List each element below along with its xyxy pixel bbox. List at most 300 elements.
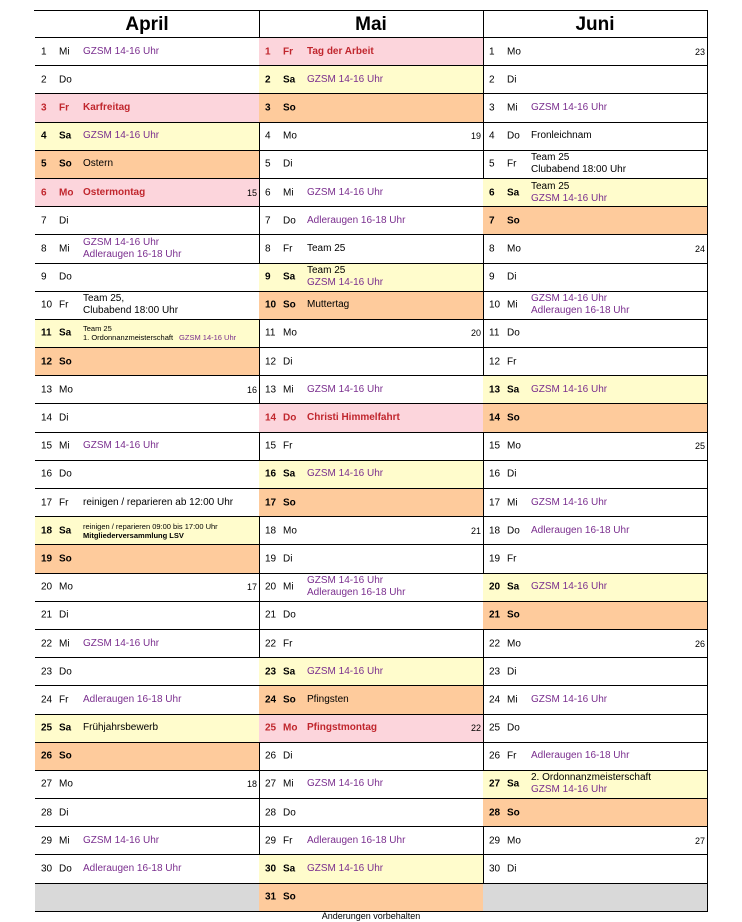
calendar-grid <box>34 10 708 903</box>
weekday: Fr <box>283 46 293 58</box>
day-number: 4 <box>489 130 495 142</box>
day-row <box>259 235 483 263</box>
event-text <box>531 130 592 142</box>
event-line: Frühjahrsbewerb <box>83 722 159 734</box>
day-number: 21 <box>265 609 277 621</box>
weekday: Fr <box>507 750 517 762</box>
event-line: Christi Himmelfahrt <box>307 412 400 424</box>
day-row <box>259 574 483 602</box>
weekday: Do <box>59 666 72 678</box>
event-text <box>307 299 349 311</box>
day-number: 16 <box>41 468 53 480</box>
event-line: Team 25 <box>83 324 112 334</box>
day-row <box>483 489 707 517</box>
day-row <box>35 489 259 517</box>
day-row <box>35 630 259 658</box>
day-row <box>35 38 259 66</box>
day-row <box>483 94 707 122</box>
weekday: Mi <box>59 638 70 650</box>
event-text <box>83 324 236 342</box>
day-number: 1 <box>265 46 271 58</box>
day-row <box>483 404 707 432</box>
event-line-group <box>83 333 236 342</box>
day-row <box>259 602 483 630</box>
weekday: Mo <box>507 638 521 650</box>
weekday: Mi <box>59 243 70 255</box>
weekday: So <box>59 750 72 762</box>
day-row <box>35 151 259 179</box>
weekday: Do <box>283 412 297 424</box>
weekday: So <box>283 497 296 509</box>
day-row <box>483 884 707 912</box>
day-number: 29 <box>265 835 277 847</box>
weekday: Sa <box>59 525 72 537</box>
weekday: Mo <box>283 130 297 142</box>
event-line: reinigen / reparieren ab 12:00 Uhr <box>83 496 234 508</box>
day-number: 15 <box>41 440 53 452</box>
weekday: Fr <box>59 497 69 509</box>
event-line: Ostermontag <box>83 186 146 198</box>
event-text <box>83 863 181 875</box>
week-number: 20 <box>470 328 481 339</box>
day-number: 5 <box>265 158 271 170</box>
event-text <box>83 638 159 650</box>
event-line: GZSM 14-16 Uhr <box>307 73 384 85</box>
event-text <box>531 750 629 762</box>
day-row <box>35 264 259 292</box>
day-row <box>483 771 707 799</box>
day-row <box>483 574 707 602</box>
day-row <box>259 461 483 489</box>
day-number: 8 <box>265 243 271 255</box>
weekday: Di <box>283 356 293 368</box>
day-number: 26 <box>489 750 501 762</box>
day-row <box>483 630 707 658</box>
event-line: GZSM 14-16 Uhr <box>307 778 384 790</box>
weekday: Do <box>507 525 520 537</box>
week-number: 24 <box>694 243 705 254</box>
day-number: 1 <box>489 46 495 58</box>
weekday: So <box>507 215 520 227</box>
event-text <box>83 46 159 58</box>
day-row <box>35 179 259 207</box>
weekday: Di <box>283 750 293 762</box>
event-text <box>307 243 345 255</box>
weekday: Mi <box>283 581 294 593</box>
week-number: 16 <box>246 384 257 395</box>
weekday: Sa <box>59 722 72 734</box>
event-text <box>83 722 158 734</box>
weekday: Fr <box>507 158 517 170</box>
day-number: 5 <box>41 158 47 170</box>
day-row <box>483 320 707 348</box>
day-number: 24 <box>265 694 277 706</box>
event-line: GZSM 14-16 Uhr <box>531 383 608 395</box>
event-text <box>531 581 607 593</box>
week-number: 27 <box>694 835 705 846</box>
day-number: 11 <box>265 327 276 339</box>
weekday: Di <box>59 215 69 227</box>
day-row <box>259 264 483 292</box>
weekday: Mo <box>59 187 74 199</box>
day-row <box>259 123 483 151</box>
day-row <box>35 545 259 573</box>
day-number: 1 <box>41 46 47 58</box>
event-line: Adleraugen 16-18 Uhr <box>531 750 630 762</box>
day-number: 30 <box>41 863 53 875</box>
day-number: 16 <box>489 468 501 480</box>
day-row <box>483 348 707 376</box>
weekday: Fr <box>507 553 517 565</box>
event-line: Pfingstmontag <box>307 722 377 734</box>
weekday: Mo <box>507 46 521 58</box>
day-number: 24 <box>41 694 53 706</box>
day-number: 8 <box>489 243 495 255</box>
weekday: Mi <box>59 46 70 58</box>
day-row <box>259 658 483 686</box>
day-row <box>35 574 259 602</box>
day-row <box>35 348 259 376</box>
day-row <box>483 179 707 207</box>
day-row <box>35 743 259 771</box>
event-text <box>83 497 233 509</box>
weekday: Mi <box>507 497 518 509</box>
weekday: Mi <box>507 102 518 114</box>
month-column-mai <box>259 11 484 912</box>
event-line: Adleraugen 16-18 Uhr <box>83 248 182 260</box>
event-text <box>531 152 626 176</box>
day-number: 10 <box>41 299 53 311</box>
weekday: Mi <box>283 384 294 396</box>
weekday: Sa <box>59 327 72 339</box>
day-row <box>259 715 483 743</box>
day-number: 18 <box>489 525 501 537</box>
event-line: GZSM 14-16 Uhr <box>83 440 160 452</box>
event-line: GZSM 14-16 Uhr <box>307 468 384 480</box>
day-row <box>259 686 483 714</box>
weekday: Sa <box>283 863 296 875</box>
week-number: 26 <box>694 638 705 649</box>
day-number: 28 <box>265 807 277 819</box>
weekday: Mi <box>283 187 294 199</box>
day-number: 26 <box>41 750 53 762</box>
day-row <box>35 715 259 743</box>
weekday: Mo <box>59 581 73 593</box>
weekday: Fr <box>283 835 293 847</box>
weekday: Do <box>59 468 72 480</box>
day-number: 27 <box>265 778 277 790</box>
event-line: Pfingsten <box>307 693 349 705</box>
weekday: Do <box>59 74 72 86</box>
day-number: 2 <box>489 74 495 86</box>
weekday: Fr <box>59 694 69 706</box>
day-row <box>259 827 483 855</box>
event-text <box>307 46 374 58</box>
event-line: GZSM 14-16 Uhr <box>531 693 608 705</box>
event-text <box>83 158 113 170</box>
footer-note: Änderungen vorbehalten <box>321 911 421 921</box>
day-number: 13 <box>41 384 53 396</box>
weekday: So <box>507 609 520 621</box>
day-number: 2 <box>265 74 271 86</box>
day-number: 29 <box>489 835 501 847</box>
month-header: Mai <box>259 11 483 38</box>
event-text <box>83 522 218 540</box>
day-row <box>483 545 707 573</box>
day-row <box>483 292 707 320</box>
weekday: Mi <box>59 835 70 847</box>
day-number: 7 <box>41 215 47 227</box>
weekday: So <box>59 356 72 368</box>
event-text <box>307 778 383 790</box>
day-number: 21 <box>41 609 53 621</box>
day-number: 13 <box>265 384 277 396</box>
day-number: 28 <box>41 807 53 819</box>
event-line: GZSM 14-16 Uhr <box>307 665 384 677</box>
day-number: 7 <box>265 215 271 227</box>
event-line: Adleraugen 16-18 Uhr <box>531 305 630 317</box>
event-text <box>307 863 383 875</box>
day-number: 19 <box>265 553 277 565</box>
weekday: Fr <box>507 356 517 368</box>
event-line: Karfreitag <box>83 101 131 113</box>
week-number: 15 <box>246 187 257 198</box>
day-number: 9 <box>489 271 495 283</box>
event-text <box>83 187 145 199</box>
day-number: 14 <box>265 412 277 424</box>
day-number: 23 <box>265 666 277 678</box>
event-text <box>307 265 383 289</box>
event-text <box>307 694 349 706</box>
day-row <box>259 743 483 771</box>
week-number: 18 <box>246 779 257 790</box>
day-row <box>259 94 483 122</box>
day-number: 25 <box>265 722 277 734</box>
event-text <box>531 772 651 796</box>
event-line: GZSM 14-16 Uhr <box>83 236 160 248</box>
event-line: GZSM 14-16 Uhr <box>307 383 384 395</box>
month-header: April <box>35 11 259 38</box>
weekday: Di <box>283 553 293 565</box>
event-line: reinigen / reparieren 09:00 bis 17:00 Uhr <box>83 521 218 531</box>
weekday: Mi <box>507 299 518 311</box>
weekday: Mo <box>507 243 521 255</box>
weekday: Sa <box>283 666 296 678</box>
weekday: Mi <box>59 440 70 452</box>
day-row <box>483 66 707 94</box>
day-row <box>35 771 259 799</box>
day-number: 12 <box>265 356 277 368</box>
day-number: 26 <box>265 750 277 762</box>
day-number: 3 <box>265 102 271 114</box>
day-number: 9 <box>265 271 271 283</box>
month-column-juni <box>483 11 708 912</box>
weekday: Mo <box>59 778 73 790</box>
event-line: GZSM 14-16 Uhr <box>531 496 608 508</box>
day-number: 30 <box>489 863 501 875</box>
event-text <box>83 440 159 452</box>
day-row <box>35 66 259 94</box>
event-line: GZSM 14-16 Uhr <box>83 130 160 142</box>
event-line: GZSM 14-16 Uhr <box>531 101 608 113</box>
day-number: 11 <box>41 327 52 339</box>
event-text <box>83 102 130 114</box>
weekday: Mo <box>283 327 297 339</box>
event-line: Clubabend 18:00 Uhr <box>83 305 179 317</box>
event-line: 2. Ordonnanzmeisterschaft <box>531 772 652 784</box>
weekday: Di <box>507 666 517 678</box>
day-row <box>259 771 483 799</box>
weekday: Di <box>507 74 517 86</box>
weekday: Sa <box>507 778 520 790</box>
event-line: Team 25 <box>307 265 346 277</box>
day-number: 23 <box>41 666 53 678</box>
week-number: 19 <box>470 131 481 142</box>
weekday: Do <box>283 807 296 819</box>
event-line: GZSM 14-16 Uhr <box>307 863 384 875</box>
event-line: Adleraugen 16-18 Uhr <box>83 863 182 875</box>
day-number: 22 <box>41 638 53 650</box>
weekday: So <box>283 102 296 114</box>
event-text <box>531 384 607 396</box>
day-number: 7 <box>489 215 495 227</box>
weekday: Sa <box>59 130 72 142</box>
event-text <box>307 468 383 480</box>
event-line: GZSM 14-16 Uhr <box>531 293 608 305</box>
day-number: 14 <box>41 412 53 424</box>
day-number: 5 <box>489 158 495 170</box>
event-line: Clubabend 18:00 Uhr <box>531 164 627 176</box>
day-row <box>259 799 483 827</box>
day-number: 17 <box>41 497 53 509</box>
event-line: GZSM 14-16 Uhr <box>307 277 384 289</box>
event-line: GZSM 14-16 Uhr <box>307 575 384 587</box>
day-row <box>483 715 707 743</box>
event-line: Team 25 <box>531 152 570 164</box>
day-number: 25 <box>489 722 501 734</box>
event-line: GZSM 14-16 Uhr <box>307 186 384 198</box>
day-row <box>35 602 259 630</box>
day-number: 10 <box>489 299 501 311</box>
event-line: GZSM 14-16 Uhr <box>83 45 160 57</box>
event-text <box>83 835 159 847</box>
event-text <box>307 74 383 86</box>
weekday: Do <box>283 215 296 227</box>
weekday: So <box>59 553 72 565</box>
day-row <box>35 884 259 912</box>
event-text <box>307 412 400 424</box>
day-number: 18 <box>41 525 53 537</box>
day-number: 30 <box>265 863 277 875</box>
day-number: 8 <box>41 243 47 255</box>
weekday: Di <box>283 158 293 170</box>
day-number: 29 <box>41 835 53 847</box>
event-line: Adleraugen 16-18 Uhr <box>531 524 630 536</box>
weekday: Sa <box>507 384 520 396</box>
event-text <box>531 694 607 706</box>
day-number: 13 <box>489 384 501 396</box>
day-number: 18 <box>265 525 277 537</box>
weekday: Mo <box>283 525 297 537</box>
weekday: Mi <box>507 694 518 706</box>
event-text <box>83 237 181 261</box>
day-row <box>35 658 259 686</box>
day-number: 15 <box>489 440 501 452</box>
day-row <box>259 348 483 376</box>
event-line: GZSM 14-16 Uhr <box>531 784 608 796</box>
event-text <box>307 215 405 227</box>
day-row <box>259 404 483 432</box>
weekday: Sa <box>283 74 296 86</box>
day-number: 20 <box>41 581 53 593</box>
day-row <box>483 433 707 461</box>
day-row <box>483 827 707 855</box>
weekday: Mo <box>59 384 73 396</box>
weekday: Di <box>59 609 69 621</box>
weekday: Mo <box>507 440 521 452</box>
day-row <box>259 855 483 883</box>
day-row <box>483 151 707 179</box>
day-number: 24 <box>489 694 501 706</box>
day-row <box>35 433 259 461</box>
day-row <box>35 404 259 432</box>
event-line: Adleraugen 16-18 Uhr <box>83 693 182 705</box>
day-number: 19 <box>489 553 501 565</box>
day-number: 20 <box>265 581 277 593</box>
month-header: Juni <box>483 11 707 38</box>
weekday: Mi <box>283 778 294 790</box>
day-number: 9 <box>41 271 47 283</box>
event-text <box>531 181 607 205</box>
event-text <box>83 293 178 317</box>
day-row <box>483 686 707 714</box>
day-number: 3 <box>41 102 47 114</box>
weekday: Do <box>507 327 520 339</box>
event-line: GZSM 14-16 Uhr <box>531 192 608 204</box>
event-text <box>307 187 383 199</box>
day-number: 6 <box>489 187 495 199</box>
weekday: Fr <box>283 638 293 650</box>
day-number: 4 <box>41 130 47 142</box>
day-row <box>483 235 707 263</box>
day-row <box>35 376 259 404</box>
day-row <box>259 179 483 207</box>
weekday: So <box>507 412 520 424</box>
day-number: 3 <box>489 102 495 114</box>
day-number: 27 <box>41 778 53 790</box>
weekday: So <box>59 158 72 170</box>
week-number: 25 <box>694 441 705 452</box>
weekday: Do <box>507 130 520 142</box>
day-row <box>35 799 259 827</box>
day-row <box>35 461 259 489</box>
day-row <box>259 376 483 404</box>
day-row <box>259 292 483 320</box>
event-text <box>531 102 607 114</box>
event-line: GZSM 14-16 Uhr <box>83 834 160 846</box>
event-line: Adleraugen 16-18 Uhr <box>307 587 406 599</box>
event-line: Team 25 <box>531 180 570 192</box>
day-row <box>259 320 483 348</box>
weekday: So <box>283 299 296 311</box>
event-text <box>307 575 405 599</box>
week-number: 22 <box>470 723 481 734</box>
event-line: Team 25 <box>307 242 346 254</box>
weekday: So <box>507 807 520 819</box>
day-number: 12 <box>41 356 53 368</box>
day-row <box>259 489 483 517</box>
event-line: Ostern <box>83 158 114 170</box>
